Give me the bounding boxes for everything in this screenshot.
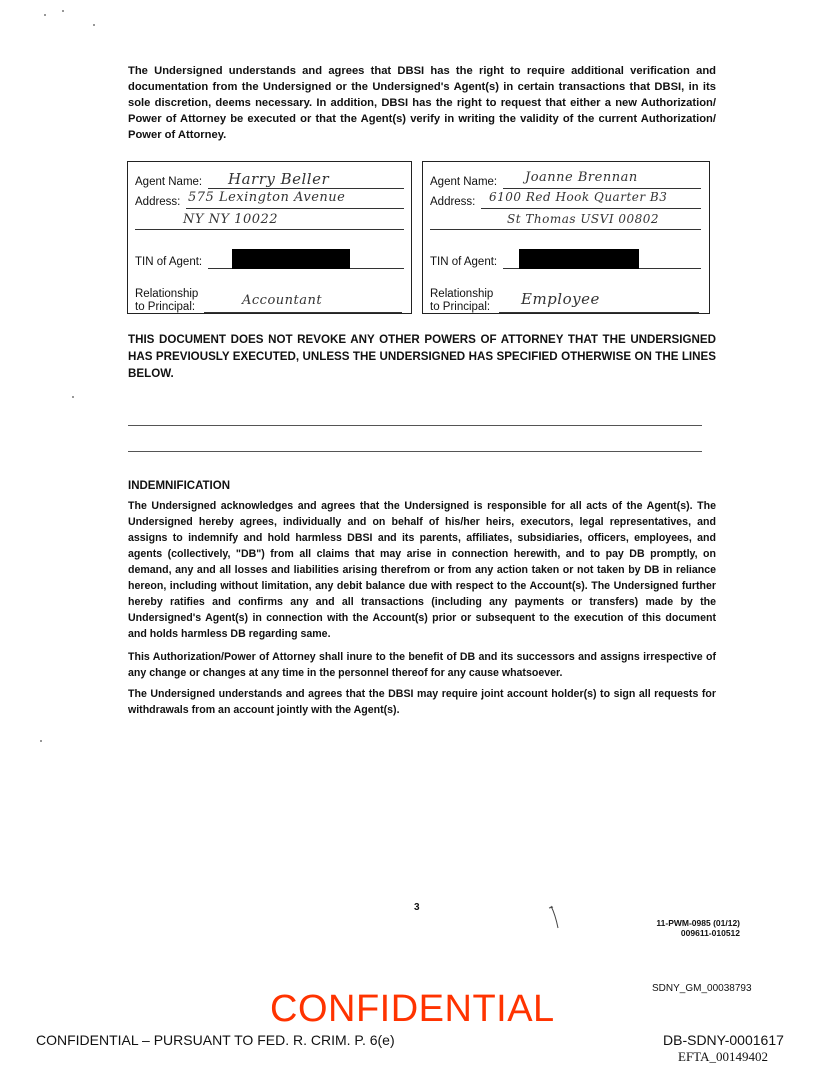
revoke-notice: THIS DOCUMENT DOES NOT REVOKE ANY OTHER POWERS OF ATTORNEY THAT THE UNDERSIGNED HAS PREVIOUSLY EXECUTED, UNLESS THE UNDERSIGNED HAS SPECIFIED OTHERWISE ON THE LINES BELOW. (128, 333, 716, 380)
agent-name-value: Joanne Brennan (525, 170, 638, 185)
address-line1-value: 6100 Red Hook Quarter B3 (489, 190, 668, 204)
address-line-2 (135, 229, 404, 230)
agent-name-label: Agent Name: (430, 176, 498, 188)
tin-redaction (519, 249, 639, 269)
relationship-label-2: to Principal: (135, 301, 196, 313)
scan-speck (93, 24, 95, 26)
confidential-stamp: CONFIDENTIAL (270, 988, 555, 1030)
scan-speck (40, 740, 42, 742)
agent-name-line (503, 188, 701, 189)
footer-efta-number: EFTA_00149402 (678, 1049, 768, 1064)
relationship-value: Employee (521, 290, 600, 308)
agent-name-label: Agent Name: (135, 176, 203, 188)
relationship-line (204, 312, 402, 313)
address-label: Address: (135, 196, 181, 208)
indemnification-paragraph-2: This Authorization/Power of Attorney shall inure to the benefit of DB and its successors and assigns irrespective of any change or changes at any time in the personnel thereof for any cause whatsoever. (128, 651, 716, 679)
page-number: 3 (414, 902, 420, 913)
agent-name-line (208, 188, 404, 189)
form-code: 11-PWM-0985 (01/12) (656, 918, 740, 928)
relationship-label: Relationship (135, 288, 199, 300)
relationship-value: Accountant (242, 293, 323, 308)
tin-label: TIN of Agent: (430, 256, 498, 268)
stray-pen-mark (548, 904, 562, 930)
footer-confidential-notice: CONFIDENTIAL – PURSUANT TO FED. R. CRIM. P. 6(e) (36, 1032, 395, 1048)
tin-redaction (232, 249, 350, 269)
agent-box-1 (127, 161, 412, 314)
relationship-line (499, 312, 699, 313)
relationship-label: Relationship (430, 288, 494, 300)
address-line-1 (481, 208, 701, 209)
relationship-label-2: to Principal: (430, 301, 491, 313)
agent-name-value: Harry Beller (228, 170, 330, 188)
form-code-2: 009611-010512 (680, 928, 740, 938)
address-line2-value: NY NY 10022 (183, 212, 279, 227)
address-line-2 (430, 229, 701, 230)
address-line-1 (186, 208, 404, 209)
footer-bates-number: DB-SDNY-0001617 (663, 1032, 784, 1048)
address-label: Address: (430, 196, 476, 208)
specified-line-1 (128, 425, 702, 426)
address-line1-value: 575 Lexington Avenue (188, 190, 346, 205)
address-line2-value: St Thomas USVI 00802 (507, 212, 660, 226)
tin-label: TIN of Agent: (135, 256, 203, 268)
bates-sdny-gm: SDNY_GM_00038793 (652, 983, 752, 994)
indemnification-heading: INDEMNIFICATION (128, 480, 231, 492)
intro-paragraph: The Undersigned understands and agrees that DBSI has the right to require additional verification and documentation from the Undersigned or the Undersigned's Agent(s) in certain transactions that DBSI, in its sole discretion, deems necessary. In addition, DBSI has the right to request that either a new Authorization/ Power of Attorney be executed or that the Agent(s) verify in writing the validity of the current Authorization/ Power of Attorney. (128, 65, 716, 141)
indemnification-paragraph-1: The Undersigned acknowledges and agrees that the Undersigned is responsible for all acts of the Agent(s). The Undersigned hereby agrees, individually and on behalf of his/her heirs, executors, legal representatives, and assigns to indemnify and hold harmless DBSI and its parents, affiliates, subsidiaries, officers, employees, and agents (collectively, "DB") from all claims that may arise in connection herewith, and to pay DB promptly, on demand, any and all losses and liabilities arising therefrom or from any action taken or not taken by DB in reliance hereon, including without limitation, any debit balance due with respect to the Account(s). The Undersigned further hereby ratifies and confirms any and all transactions (including any payments or transfers) made by the Undersigned's Agent(s) in connection with the Account(s) prior or subsequent to the execution of this document and holds harmless DB regarding same. (128, 500, 716, 640)
indemnification-paragraph-3: The Undersigned understands and agrees that the DBSI may require joint account holder(s) to sign all requests for withdrawals from an account jointly with the Agent(s). (128, 688, 716, 716)
agent-box-2 (422, 161, 710, 314)
scan-speck (44, 14, 46, 16)
specified-line-2 (128, 451, 702, 452)
scan-speck (72, 396, 74, 398)
scan-speck (62, 10, 64, 12)
